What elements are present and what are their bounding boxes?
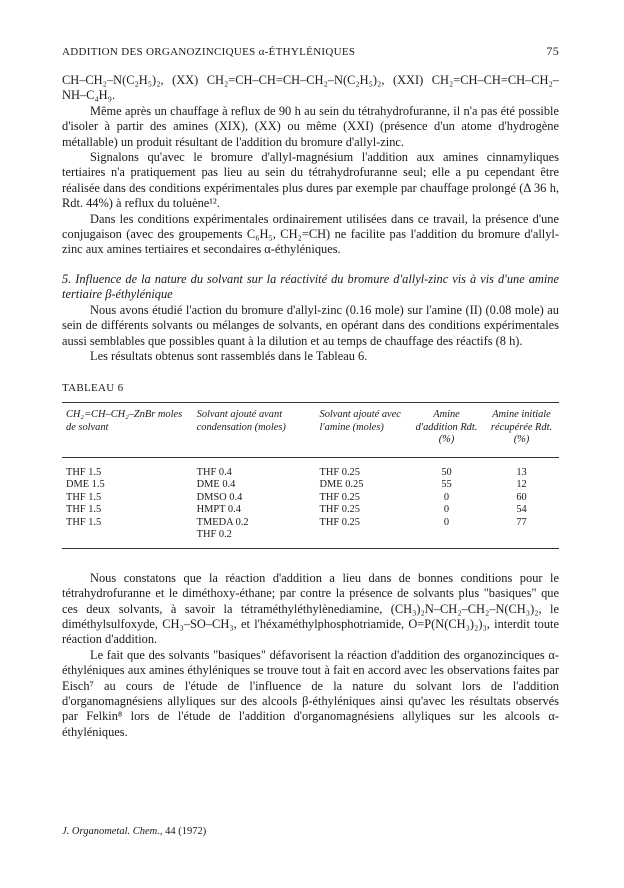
table-cell: 0: [443, 516, 450, 528]
table-cell: [484, 529, 559, 548]
table-cell: DME 0.25: [319, 479, 364, 491]
table-cell: THF 1.5: [66, 466, 102, 478]
paragraph-conjugation: Dans les conditions expérimentales ordinairement utilisées dans ce travail, la présence d'une conjugaison (avec des groupements C₆H₅, CH₂=CH) ne facilite pas l'addition du bromure d'allyl-zinc aux amines tertiaires et secondaires α-éthyléniques.: [62, 211, 559, 257]
table-row: [62, 504, 559, 517]
table-cell: [316, 529, 409, 548]
table-cell: HMPT 0.4: [196, 504, 241, 516]
table-cell: 0: [443, 491, 450, 503]
table-row: [62, 529, 559, 548]
results-table: [62, 402, 559, 549]
table-row: [62, 492, 559, 505]
table-cell: THF 0.4: [196, 466, 232, 478]
table-cell: [409, 529, 484, 548]
paragraph-results-intro: Les résultats obtenus sont rassemblés dans le Tableau 6.: [90, 348, 368, 363]
paragraph-magnesium: Signalons qu'avec le bromure d'allyl-magnésium l'addition aux amines cinnamyliques tertiaires n'a pratiquement pas lieu au sein du tétrahydrofuranne seul; elle a pu cependant être réalisée dans des conditions expérimentales plus dures par exemple par chauffage prolongé (Δ 36 h, Rdt. 44%) à reflux du toluène¹².: [62, 150, 559, 211]
table-cell: 13: [516, 466, 527, 478]
table-cell: THF 0.2: [196, 529, 232, 541]
table-cell: 60: [516, 491, 527, 503]
journal-name: J. Organometal. Chem.,: [62, 826, 163, 837]
table-row: [62, 479, 559, 492]
table-cell: 0: [443, 504, 450, 516]
table-header-cell: Amine d'addition Rdt. (%): [415, 409, 478, 446]
paragraph-study: Nous avons étudié l'action du bromure d'allyl-zinc (0.16 mole) sur l'amine (II) (0.08 mole) au sein de différents solvants ou mélanges de solvants, en opérant dans des conditions expérimentales aussi semblables que possibles quant à la dilution et au temps de chauffage des réactifs (8 h).: [62, 302, 559, 348]
table-row: [62, 517, 559, 530]
table-cell: TMEDA 0.2: [196, 516, 249, 528]
table-cell: THF 1.5: [66, 504, 102, 516]
paragraph-basic-solvents: Le fait que des solvants "basiques" défavorisent la réaction d'addition des organozinciques α-éthyléniques aux amines éthyléniques se trouve tout à fait en accord avec les observations faites par Eisch⁷ au cours de l'étude de l'influence de la nature du solvant lors de l'addition d'organomagnésiens allyliques sur des alcools β-éthyléniques ainsi qu'avec les résultats observés par Felkin⁸ lors de l'étude de l'addition d'organomagnésiens allyliques sur les alcools α-éthyléniques.: [62, 647, 559, 739]
running-head: [62, 44, 559, 59]
table-label: TABLEAU 6: [62, 382, 124, 395]
table-header-row: [62, 403, 559, 458]
table-cell: [62, 529, 193, 548]
table-cell: 12: [516, 479, 527, 491]
table-row: [62, 457, 559, 479]
table-cell: DMSO 0.4: [196, 491, 243, 503]
table-header-cell: Solvant ajouté avant condensation (moles): [196, 409, 286, 433]
table-cell: 55: [441, 479, 452, 491]
table-cell: 50: [441, 466, 452, 478]
table-cell: THF 1.5: [66, 516, 102, 528]
page-number: 75: [546, 44, 559, 58]
running-title: ADDITION DES ORGANOZINCIQUES α-ÉTHYLÉNIQUES: [62, 46, 356, 58]
paragraph-amine-list: CH–CH₂–N(C₂H₅)₂, (XX) CH₂=CH–CH=CH–CH₂–N(C₂H₅)₂, (XXI) CH₂=CH–CH=CH–CH₂–NH–C₄H₉.: [62, 73, 559, 103]
page-body: [62, 44, 559, 740]
table-cell: THF 0.25: [319, 504, 360, 516]
table-cell: DME 1.5: [66, 479, 105, 491]
table-header-cell: CH₂=CH–CH₂–ZnBr moles de solvant: [66, 409, 183, 433]
table-cell: THF 1.5: [66, 491, 102, 503]
journal-footer: [62, 826, 206, 837]
table-header-cell: Amine initiale récupérée Rdt. (%): [490, 409, 553, 446]
section-heading: 5. Influence de la nature du solvant sur la réactivité du bromure d'allyl-zinc vis à vis d'une amine tertiaire β-éthylénique: [62, 271, 559, 302]
table-cell: 77: [516, 516, 527, 528]
paragraph-reflux: Même après un chauffage à reflux de 90 h au sein du tétrahydrofuranne, il n'a pas été possible d'isoler à partir des amines (XIX), (XX) ou même (XXI) (présence d'un atome d'hydrogène métallable) un produit résultant de l'addition du bromure d'allyl-zinc.: [62, 103, 559, 149]
table-header-cell: Solvant ajouté avec l'amine (moles): [319, 409, 401, 433]
table-cell: DME 0.4: [196, 479, 236, 491]
table-cell: THF 0.25: [319, 491, 360, 503]
paragraph-conclusion: Nous constatons que la réaction d'addition a lieu dans de bonnes conditions pour le tétrahydrofuranne et le diméthoxy-éthane; par contre la présence de solvants plus "basiques" que ces deux solvants, à savoir la tétraméthyléthylènediamine, (CH₃)₂N–CH₂–CH₂–N(CH₃)₂, le diméthylsulfoxyde, CH₃–SO–CH₃, et l'héxaméthylphosphotriamide, O=P(N(CH₃)₂)₃, interdit toute réaction d'addition.: [62, 570, 559, 647]
table-cell: THF 0.25: [319, 516, 360, 528]
journal-volume: 44 (1972): [165, 826, 207, 837]
table-cell: THF 0.25: [319, 466, 360, 478]
table-cell: 54: [516, 504, 527, 516]
